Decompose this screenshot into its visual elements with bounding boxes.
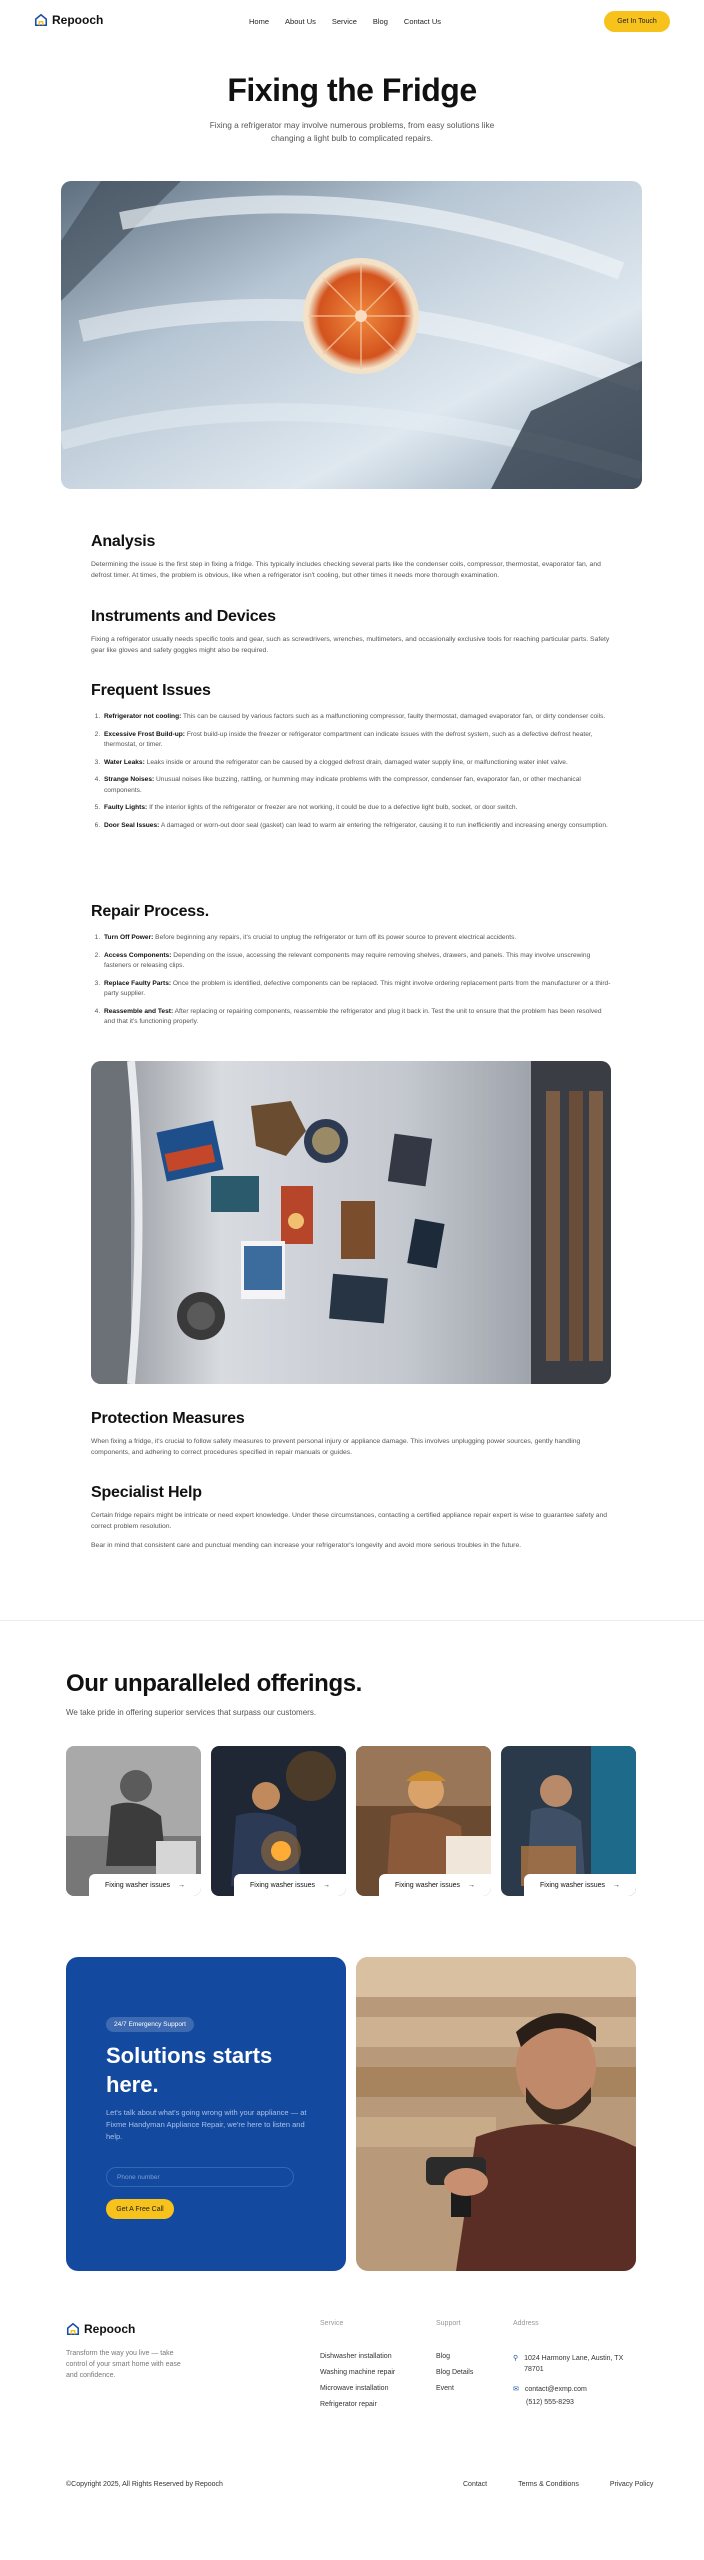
- site-header: [0, 0, 704, 44]
- service-card[interactable]: [356, 1746, 491, 1896]
- nav-home[interactable]: Home: [249, 17, 270, 26]
- logo[interactable]: [34, 13, 103, 27]
- address-text: 1024 Harmony Lane, Austin, TX 78701: [524, 2355, 624, 2373]
- technician-image: [356, 1957, 636, 2271]
- nav-contact[interactable]: Contact Us: [403, 17, 442, 26]
- protection-heading: Protection Measures: [91, 1410, 245, 1427]
- nav-blog[interactable]: Blog: [372, 17, 388, 26]
- fridge-magnets-image: [91, 1061, 611, 1384]
- footer-address-col: [513, 2320, 634, 2417]
- home-logo-icon: [66, 2322, 80, 2336]
- analysis-text: Determining the issue is the first step in fixing a fridge. This typically includes checking several parts like the condenser coils, compressor, thermostat, evaporator fan, and defrost timer. At times, the problem is obvious, like when a refrigerator isn't cooling, but other times it needs more thorough examination.: [91, 561, 601, 579]
- emergency-support-panel: [66, 1957, 346, 2271]
- issues-list: [91, 712, 611, 831]
- section-issues: [91, 682, 611, 838]
- service-card[interactable]: [66, 1746, 201, 1896]
- specialist-heading: Specialist Help: [91, 1484, 202, 1501]
- cta-title: Solutions starts here.: [106, 2043, 273, 2097]
- section-specialist: [91, 1484, 611, 1551]
- list-item: 3. Replace Faulty Parts: Once the problem is identified, defective components can be replaced. This might involve ordering replacement parts from the manufacturer or a third-party supplier.: [102, 979, 611, 1000]
- nav-service[interactable]: Service: [331, 17, 357, 26]
- arrow-right-icon: →: [177, 1881, 185, 1889]
- page-title: Fixing the Fridge: [227, 72, 477, 108]
- specialist-text-2: Bear in mind that consistent care and punctual mending can increase your refrigerator's longevity and avoid more serious troubles in the future.: [91, 1542, 522, 1549]
- copyright: ©Copyright 2025, All Rights Reserved by Repooch: [66, 2481, 223, 2488]
- card-label[interactable]: Fixing washer issues →: [524, 1874, 636, 1896]
- support-badge: 24/7 Emergency Support: [106, 2017, 194, 2032]
- footer-service-col: [320, 2320, 395, 2417]
- footer-col-title: Support: [436, 2320, 461, 2327]
- footer-link[interactable]: Blog: [436, 2353, 451, 2360]
- mail-icon: ✉: [513, 2386, 519, 2393]
- list-item: 2. Excessive Frost Build-up: Frost build-up inside the freezer or refrigerator compartment can indicate issues with the defrost system, such as a defective defrost heater, thermostat, or timer.: [102, 730, 611, 751]
- section-instruments: [91, 608, 611, 656]
- section-analysis: [91, 533, 611, 581]
- section-repair: [91, 903, 611, 1035]
- footer-terms-link[interactable]: Terms & Conditions: [518, 2481, 579, 2488]
- footer-logo-text: Repooch: [84, 2322, 136, 2336]
- phone-text[interactable]: (512) 555-8293: [526, 2399, 574, 2406]
- repair-heading: Repair Process.: [91, 903, 209, 920]
- card-label[interactable]: Fixing washer issues →: [89, 1874, 201, 1896]
- list-item: 5. Faulty Lights: If the interior lights of the refrigerator or freezer are not working, it could be due to a defective light bulb, socket, or door switch.: [102, 803, 611, 814]
- footer-link[interactable]: Dishwasher installation: [320, 2353, 392, 2360]
- page-subtitle: Fixing a refrigerator may involve numerous problems, from easy solutions like changing a light bulb to complicated repairs.: [209, 120, 495, 143]
- location-pin-icon: ⚲: [513, 2355, 519, 2362]
- logo-text: Repooch: [52, 13, 104, 27]
- analysis-heading: Analysis: [91, 533, 156, 550]
- footer-col-title: Address: [513, 2320, 539, 2327]
- protection-text: When fixing a fridge, it's crucial to follow safety measures to prevent personal injury or appliance damage. This involves unplugging power sources, gently handling components, and adhering to correct procedures specified in repair manuals or guides.: [91, 1438, 581, 1456]
- card-label[interactable]: Fixing washer issues →: [234, 1874, 346, 1896]
- list-item: 4. Reassemble and Test: After replacing or repairing components, reassemble the refrigerator and plug it back in. Test the unit to ensure that the problem has been resolved and that it's functioning properly.: [102, 1007, 611, 1028]
- instruments-text: Fixing a refrigerator usually needs specific tools and gear, such as screwdrivers, wrenches, multimeters, and occasionally exclusive tools for reaching particular parts. Safety gear like gloves and safety goggles might also be required.: [91, 636, 610, 654]
- arrow-right-icon: →: [467, 1881, 475, 1889]
- home-logo-icon: [34, 13, 48, 27]
- arrow-right-icon: →: [612, 1881, 620, 1889]
- section-protection: [91, 1410, 611, 1458]
- footer-contact-link[interactable]: Contact: [463, 2481, 488, 2488]
- nav-about[interactable]: About Us: [285, 17, 316, 26]
- specialist-text-1: Certain fridge repairs might be intricate or need expert knowledge. Under these circumstances, contacting a certified appliance repair expert is wise to guarantee safety and correct problem resolution.: [91, 1512, 608, 1530]
- list-item: 6. Door Seal Issues: A damaged or worn-out door seal (gasket) can lead to warm air entering the refrigerator, causing it to run inefficiently and increasing energy consumption.: [102, 821, 611, 832]
- footer-link[interactable]: Microwave installation: [320, 2385, 389, 2392]
- instruments-heading: Instruments and Devices: [91, 608, 276, 625]
- footer-col-title: Service: [320, 2320, 344, 2327]
- get-in-touch-button[interactable]: Get In Touch: [604, 11, 670, 32]
- list-item: 1. Turn Off Power: Before beginning any repairs, it's crucial to unplug the refrigerator or turn off its power source to prevent electrical accidents.: [102, 933, 611, 944]
- list-item: 2. Access Components: Depending on the issue, accessing the relevant components may require removing shelves, drawers, and panels. This may involve unscrewing fasteners or releasing clips.: [102, 951, 611, 972]
- repair-list: [91, 933, 611, 1028]
- issues-heading: Frequent Issues: [91, 682, 211, 699]
- list-item: 1. Refrigerator not cooling: This can be caused by various factors such as a malfunctioning compressor, faulty thermostat, damaged evaporator fan, or dirty condenser coils.: [102, 712, 611, 723]
- list-item: 4. Strange Noises: Unusual noises like buzzing, rattling, or humming may indicate problems with the compressor, condenser fan, evaporator fan, or other mechanical components.: [102, 775, 611, 796]
- footer-link[interactable]: Event: [436, 2385, 454, 2392]
- free-call-button[interactable]: Get A Free Call: [106, 2199, 174, 2219]
- offerings-subtitle: We take pride in offering superior services that surpass our customers.: [66, 1708, 317, 1717]
- footer-support-col: [436, 2320, 473, 2401]
- list-item: 3. Water Leaks: Leaks inside or around the refrigerator can be caused by a clogged defrost drain, damaged water supply line, or malfunctioning water inlet valve.: [102, 758, 611, 769]
- section-divider: [0, 1620, 704, 1621]
- card-label[interactable]: Fixing washer issues →: [379, 1874, 491, 1896]
- offerings-title: Our unparalleled offerings.: [66, 1670, 362, 1697]
- footer-link[interactable]: Refrigerator repair: [320, 2401, 377, 2408]
- service-card[interactable]: [501, 1746, 636, 1896]
- footer-link[interactable]: Blog Details: [436, 2369, 474, 2376]
- email-row: [513, 2384, 634, 2395]
- phone-input[interactable]: Phone number: [106, 2167, 294, 2187]
- service-card[interactable]: [211, 1746, 346, 1896]
- main-nav: [249, 17, 441, 26]
- footer-bottom-links: [463, 2481, 653, 2488]
- footer-logo[interactable]: [66, 2322, 135, 2336]
- hero-image-orange: [61, 181, 642, 489]
- arrow-right-icon: →: [322, 1881, 330, 1889]
- footer-privacy-link[interactable]: Privacy Policy: [609, 2481, 654, 2488]
- footer-tagline: Transform the way you live — take control of your smart home with ease and confidence.: [66, 2350, 181, 2379]
- cta-text: Let's talk about what's going wrong with your appliance — at Fixme Handyman Appliance Repair, we're here to listen and help.: [106, 2108, 307, 2141]
- phone-row: [513, 2397, 634, 2408]
- footer-link[interactable]: Washing machine repair: [320, 2369, 396, 2376]
- email-link[interactable]: contact@exmp.com: [524, 2386, 587, 2393]
- address-row: [513, 2353, 634, 2375]
